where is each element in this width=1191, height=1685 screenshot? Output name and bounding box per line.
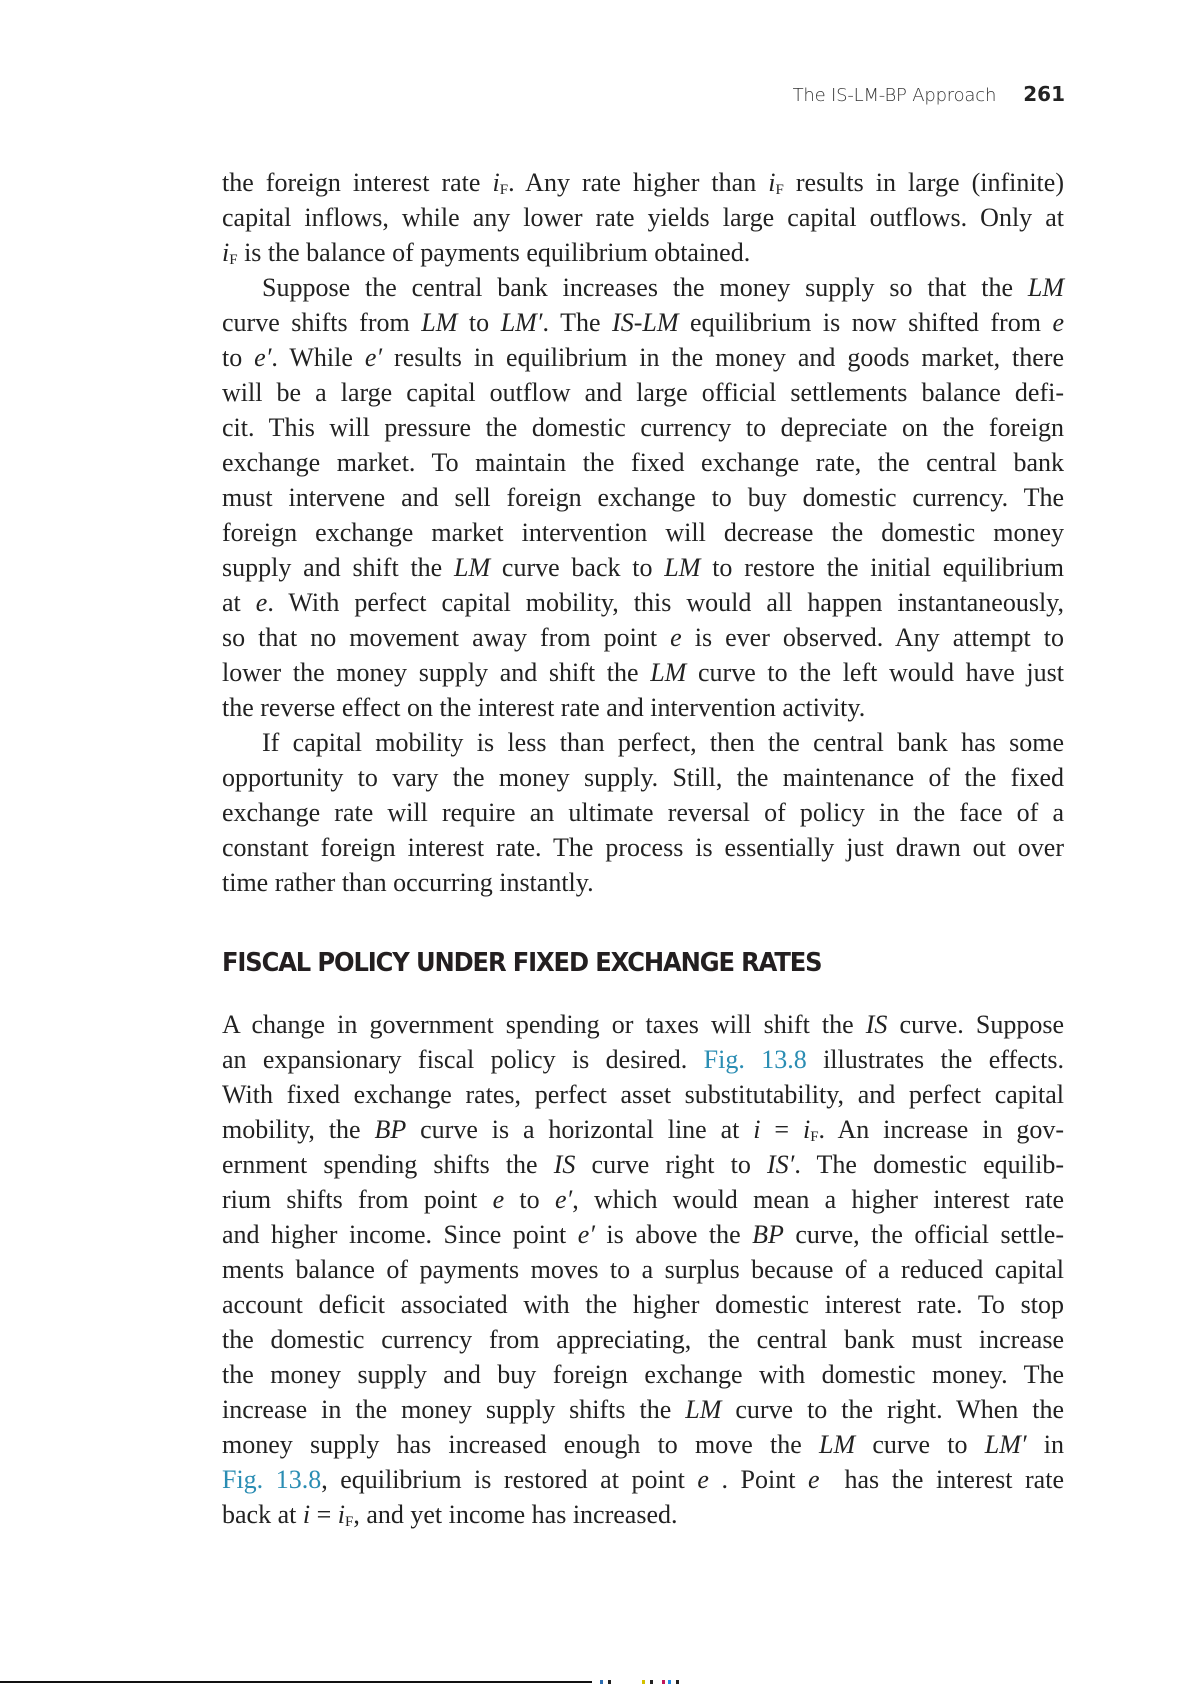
figure-link-13-8[interactable]: Fig. 13.8 bbox=[703, 1045, 807, 1074]
text-line: back at $i = i_F$, and yet income has increased. bbox=[222, 1500, 678, 1530]
page-number: 261 bbox=[1023, 82, 1065, 106]
text-line: ments balance of payments moves to a surplus because of a reduced capital bbox=[222, 1255, 1064, 1284]
print-registration-marks bbox=[600, 1680, 680, 1684]
text-line: must intervene and sell foreign exchange to buy domestic currency. The bbox=[222, 483, 1064, 512]
text-line: curve shifts from LM to LM′. The IS-LM equilibrium is now shifted from e bbox=[222, 308, 1065, 337]
text-line: capital inflows, while any lower rate yields large capital outflows. Only at bbox=[222, 203, 1064, 232]
text-line: so that no movement away from point e is ever observed. Any attempt to bbox=[222, 623, 1065, 652]
paragraph-4 bbox=[222, 1007, 1064, 1532]
text-line: money supply has increased enough to move the LM curve to LM′ in bbox=[222, 1430, 1064, 1459]
text-line: the reverse effect on the interest rate and intervention activity. bbox=[222, 693, 866, 722]
body-text-upper bbox=[222, 165, 1064, 900]
text-line: rium shifts from point e to e′, which would mean a higher interest rate bbox=[222, 1185, 1065, 1214]
text-line: Suppose the central bank increases the money supply so that the LM bbox=[262, 273, 1064, 302]
text-line: time rather than occurring instantly. bbox=[222, 868, 594, 897]
text-line: Fig. 13.8, equilibrium is restored at point e . Point e has the interest rate bbox=[222, 1465, 1064, 1494]
text-line: exchange rate will require an ultimate reversal of policy in the face of a bbox=[222, 798, 1064, 827]
text-line: to e′. While e′ results in equilibrium in the money and goods market, there bbox=[222, 343, 1064, 372]
section-heading: FISCAL POLICY UNDER FIXED EXCHANGE RATES bbox=[222, 948, 822, 978]
text-line: exchange market. To maintain the fixed exchange rate, the central bank bbox=[222, 448, 1064, 477]
text-line: constant foreign interest rate. The process is essentially just drawn out over bbox=[222, 833, 1064, 862]
text-line: supply and shift the LM curve back to LM to restore the initial equilibrium bbox=[222, 553, 1065, 582]
text-line: and higher income. Since point e′ is above the BP curve, the official settle- bbox=[222, 1220, 1065, 1249]
figure-link-13-8[interactable]: Fig. 13.8 bbox=[222, 1465, 322, 1494]
text-line: at e. With perfect capital mobility, this would all happen instantaneously, bbox=[222, 588, 1064, 617]
running-title: The IS-LM-BP Approach bbox=[792, 85, 997, 106]
page-header bbox=[793, 82, 1065, 106]
text-line: the money supply and buy foreign exchange with domestic money. The bbox=[222, 1360, 1064, 1389]
text-line: increase in the money supply shifts the LM curve to the right. When the bbox=[222, 1395, 1064, 1424]
text-line: foreign exchange market intervention will decrease the domestic money bbox=[222, 518, 1064, 547]
text-line: account deficit associated with the higher domestic interest rate. To stop bbox=[222, 1290, 1064, 1319]
paragraph-3 bbox=[222, 725, 1064, 900]
footer-rule bbox=[0, 1681, 592, 1683]
text-line: ernment spending shifts the IS curve right to IS′. The domestic equilib- bbox=[222, 1150, 1064, 1179]
text-line: an expansionary fiscal policy is desired. Fig. 13.8 illustrates the effects. bbox=[222, 1045, 1064, 1074]
text-line: A change in government spending or taxes will shift the IS curve. Suppose bbox=[222, 1010, 1064, 1039]
text-line: If capital mobility is less than perfect, then the central bank has some bbox=[262, 728, 1064, 757]
text-line: cit. This will pressure the domestic currency to depreciate on the foreign bbox=[222, 413, 1064, 442]
body-text-lower bbox=[222, 1007, 1064, 1532]
text-line: the domestic currency from appreciating, the central bank must increase bbox=[222, 1325, 1064, 1354]
paragraph-2 bbox=[222, 270, 1064, 725]
text-line: will be a large capital outflow and large official settlements balance defi- bbox=[222, 378, 1064, 407]
text-line: mobility, the BP curve is a horizontal line at $i = i_F$. An increase in gov- bbox=[222, 1115, 1064, 1145]
text-line: With fixed exchange rates, perfect asset substitutability, and perfect capital bbox=[222, 1080, 1064, 1109]
paragraph-1 bbox=[222, 165, 1064, 270]
text-line: opportunity to vary the money supply. Still, the maintenance of the fixed bbox=[222, 763, 1064, 792]
text-line: $i_F$ is the balance of payments equilibrium obtained. bbox=[222, 238, 751, 268]
text-line: the foreign interest rate $i_F$. Any rate higher than $i_F$ results in large (infinite) bbox=[222, 168, 1064, 198]
text-line: lower the money supply and shift the LM curve to the left would have just bbox=[222, 658, 1064, 687]
